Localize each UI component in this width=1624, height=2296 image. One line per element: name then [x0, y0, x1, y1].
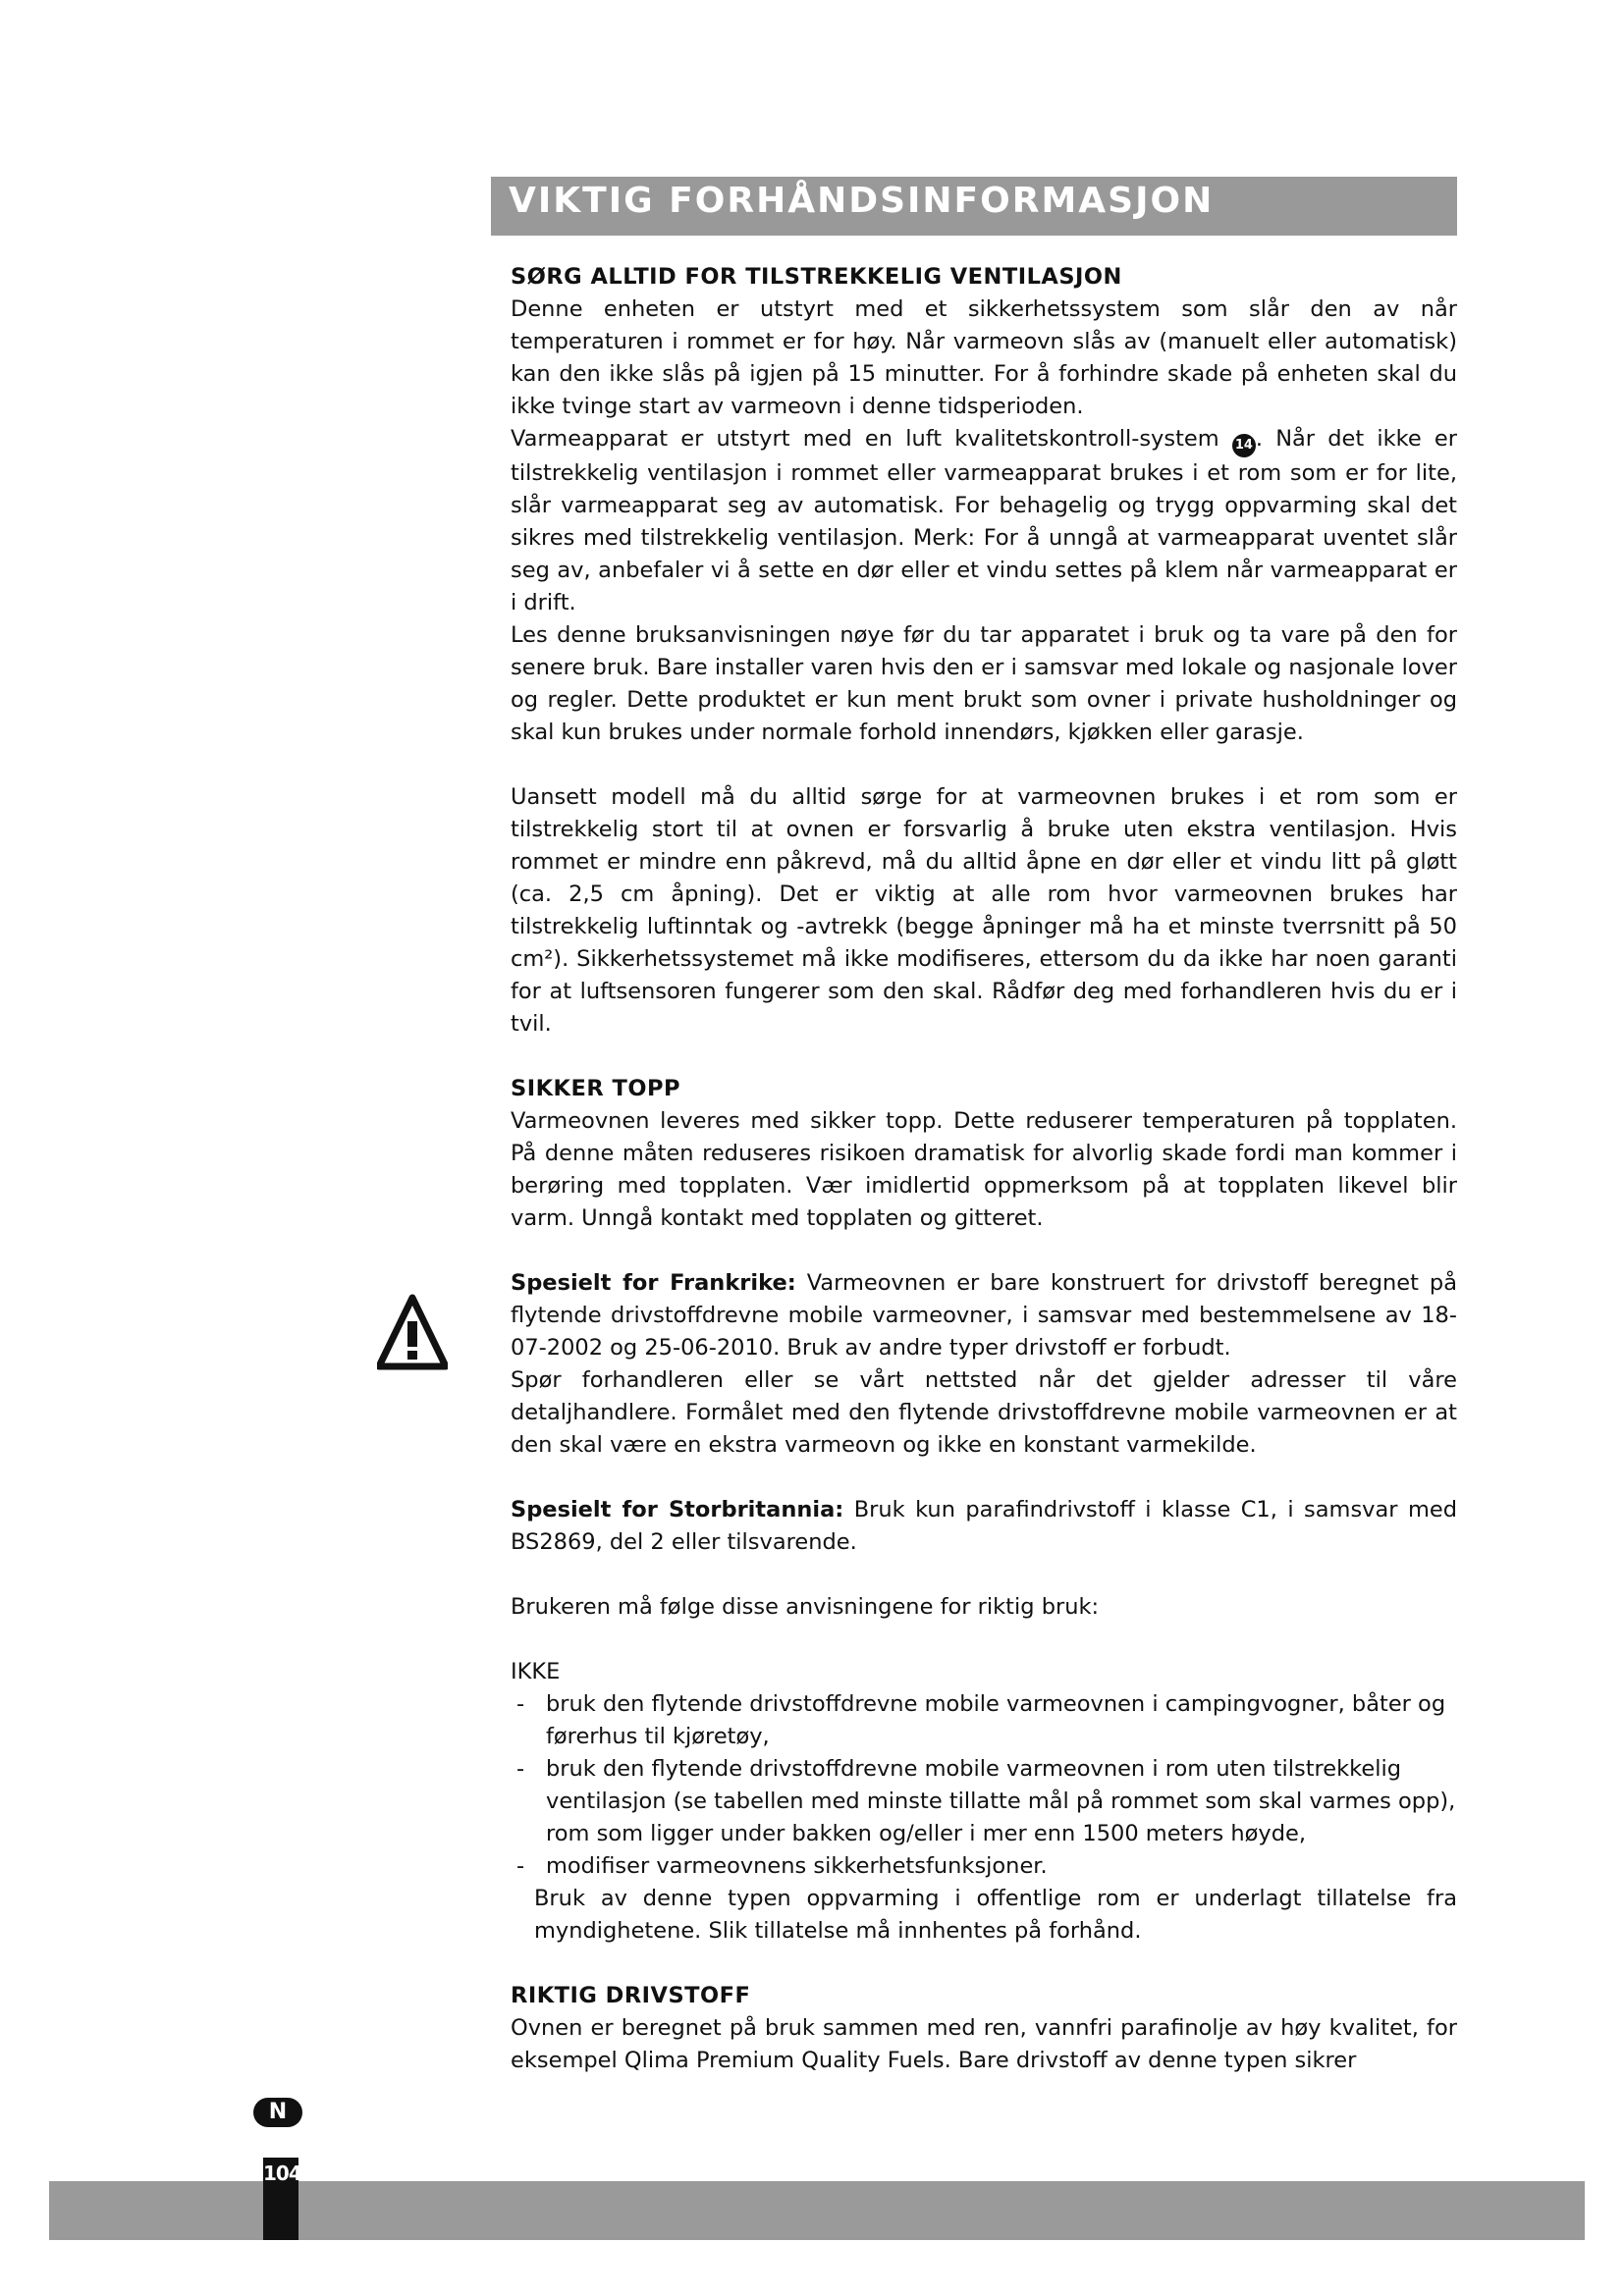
section-title-bar	[491, 177, 1457, 236]
document-body	[511, 261, 1457, 2077]
warning-icon	[377, 1294, 448, 1372]
list-item: - bruk den flytende drivstoffdrevne mobile varmeovnen i rom uten tilstrekkelig ventilasjon (se tabellen med minste tillatte mål på rommet som skal varmes opp), rom som ligger under bakken og/eller i mer enn 1500 meters høyde,	[516, 1756, 1456, 1846]
paragraph: Varmeovnen leveres med sikker topp. Dette reduserer temperaturen på topplaten. På denne måten reduseres risikoen dramatisk for alvorlig skade fordi man kommer i berøring med topplaten. Vær imidlertid oppmerksom på at topplaten likevel blir varm. Unngå kontakt med topplaten og gitteret.	[511, 1108, 1457, 1231]
list-item: - modifiser varmeovnens sikkerhetsfunksjoner.	[516, 1853, 1048, 1879]
prohibition-list	[511, 1688, 1457, 1883]
heading-ventilation: SØRG ALLTID FOR TILSTREKKELIG VENTILASJON	[511, 264, 1122, 290]
paragraph-france: Spesielt for Frankrike: Varmeovnen er bare konstruert for drivstoff beregnet på flytende drivstoffdrevne mobile varmeovner, i samsvar med bestemmelsene av 18-07-2002 og 25-06-2010. Bruk av andre typer drivstoff er forbudt.	[511, 1270, 1458, 1361]
list-item: - bruk den flytende drivstoffdrevne mobile varmeovnen i campingvogner, båter og førerhus til kjøretøy,	[516, 1691, 1446, 1749]
paragraph: Brukeren må følge disse anvisningene for riktig bruk:	[511, 1594, 1100, 1620]
paragraph: Spør forhandleren eller se vårt nettsted når det gjelder adresser til våre detaljhandlere. Formålet med den flytende drivstoffdrevne mobile varmeovnen er at den skal være en ekstra varmeovn og ikke en konstant varmekilde.	[511, 1367, 1457, 1458]
language-badge: N	[253, 2098, 302, 2127]
ikke-label: IKKE	[511, 1659, 561, 1684]
paragraph: Les denne bruksanvisningen nøye før du tar apparatet i bruk og ta vare på den for senere bruk. Bare installer varen hvis den er i samsvar med lokale og nasjonale lover og regler. Dette produktet er kun ment brukt som ovner i private husholdninger og skal kun brukes under normale forhold innendørs, kjøkken eller garasje.	[511, 622, 1457, 745]
paragraph: Uansett modell må du alltid sørge for at varmeovnen brukes i et rom som er tilstrekkelig stort til at ovnen er forsvarlig å bruke uten ekstra ventilasjon. Hvis rommet er mindre enn påkrevd, må du alltid åpne en dør eller et vindu litt på gløtt (ca. 2,5 cm åpning). Det er viktig at alle rom hvor varmeovnen brukes har tilstrekkelig luftinntak og -avtrekk (begge åpninger må ha et minste tverrsnitt på 50 cm²). Sikkerhetssystemet må ikke modifiseres, ettersom du da ikke har noen garanti for at luftsensoren fungerer som den skal. Rådfør deg med forhandleren hvis du er i tvil.	[511, 784, 1457, 1037]
paragraph: Bruk av denne typen oppvarming i offentlige rom er underlagt tillatelse fra myndighetene. Slik tillatelse må innhentes på forhånd.	[534, 1886, 1457, 1944]
paragraph-uk: Spesielt for Storbritannia: Bruk kun parafindrivstoff i klasse C1, i samsvar med BS2869, del 2 eller tilsvarende.	[511, 1497, 1457, 1555]
heading-fuel: RIKTIG DRIVSTOFF	[511, 1983, 751, 2008]
paragraph: Ovnen er beregnet på bruk sammen med ren, vannfri parafinolje av høy kvalitet, for eksempel Qlima Premium Quality Fuels. Bare drivstoff av denne typen sikrer	[511, 2015, 1457, 2073]
reference-number-badge: 14	[1232, 434, 1256, 457]
paragraph: Denne enheten er utstyrt med et sikkerhetssystem som slår den av når temperaturen i rommet er for høy. Når varmeovn slås av (manuelt eller automatisk) kan den ikke slås på igjen på 15 minutter. For å forhindre skade på enheten skal du ikke tvinge start av varmeovn i denne tidsperioden.	[511, 296, 1457, 419]
heading-safe-top: SIKKER TOPP	[511, 1076, 680, 1101]
paragraph: Varmeapparat er utstyrt med en luft kvalitetskontroll-system 14 . Når det ikke er tilstrekkelig ventilasjon i rommet eller varmeapparat brukes i et rom som er for lite, slår varmeapparat seg av automatisk. For behagelig og trygg oppvarming skal det sikres med tilstrekkelig ventilasjon. Merk: For å unngå at varmeapparat uventet slår seg av, anbefaler vi å sette en dør eller et vindu settes på klem når varmeapparat er i drift.	[511, 426, 1458, 615]
page-number: 104	[263, 2158, 298, 2240]
section-title: VIKTIG FORHÅNDSINFORMASJON	[509, 181, 1215, 221]
